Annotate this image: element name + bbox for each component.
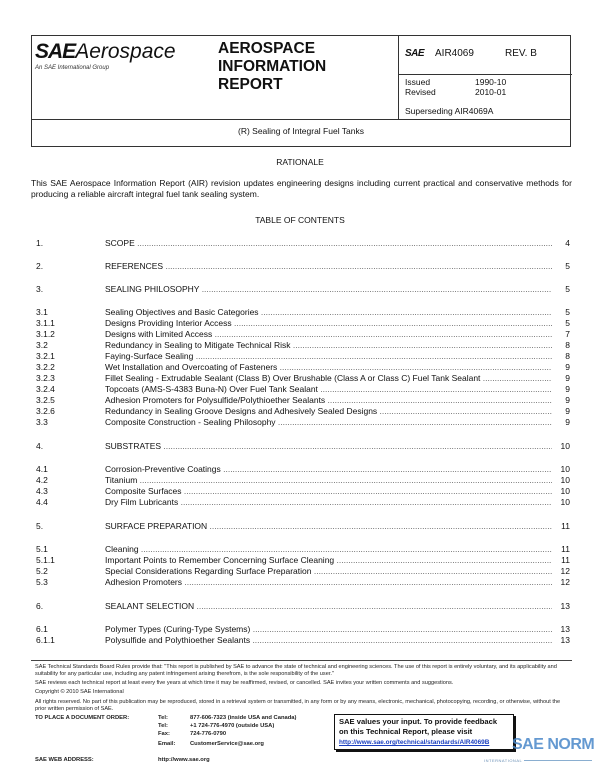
toc-entry[interactable] <box>31 340 572 350</box>
toc-page-number: 9 <box>565 384 570 394</box>
toc-section-title[interactable]: Composite Surfaces ..... <box>105 486 552 496</box>
toc-section-title[interactable]: Faying-Surface Sealing ..... <box>105 351 552 361</box>
toc-page-number: 12 <box>560 577 570 587</box>
toc-page-number: 12 <box>560 566 570 576</box>
toc-entry[interactable] <box>31 577 572 587</box>
toc-section-number: 4.4 <box>36 497 48 507</box>
contact-value-email[interactable]: CustomerService@sae.org <box>190 741 264 747</box>
toc-entry[interactable] <box>31 384 572 394</box>
toc-page-number: 5 <box>565 284 570 294</box>
header-top-row <box>32 36 570 120</box>
toc-section-number: 3.2.1 <box>36 351 55 361</box>
toc-entry[interactable] <box>31 261 572 271</box>
toc-entry[interactable] <box>31 406 572 416</box>
order-label: TO PLACE A DOCUMENT ORDER: <box>35 715 130 721</box>
toc-section-number: 6.1 <box>36 624 48 634</box>
toc-page-number: 9 <box>565 373 570 383</box>
logo-aerospace-text: Aerospace <box>75 40 176 63</box>
toc-section-number: 1. <box>36 238 44 248</box>
document-number-row <box>399 36 572 75</box>
toc-section-title[interactable]: Special Considerations Regarding Surface Preparation ..... <box>105 566 552 576</box>
footer-rights-text: All rights reserved. No part of this publication may be reproduced, stored in a retrieval system or transmitted, in any form or by any means, electronic, mechanical, photocopying, recording, or otherwise, without the prior written permission of SAE. <box>35 699 561 712</box>
toc-page-number: 5 <box>565 318 570 328</box>
toc-section-title[interactable]: Composite Construction - Sealing Philosophy ..... <box>105 417 552 427</box>
footer-divider <box>31 660 572 661</box>
toc-page-number: 5 <box>565 307 570 317</box>
toc-page-number: 9 <box>565 395 570 405</box>
toc-section-title[interactable]: Cleaning ..... <box>105 544 552 554</box>
toc-heading: TABLE OF CONTENTS <box>255 215 345 225</box>
logo-cell <box>32 36 217 119</box>
toc-section-number: 3.2.6 <box>36 406 55 416</box>
footer-copyright: Copyright © 2010 SAE International <box>35 689 124 695</box>
toc-page-number: 8 <box>565 340 570 350</box>
toc-page-number: 4 <box>565 238 570 248</box>
toc-page-number: 8 <box>565 351 570 361</box>
toc-section-title[interactable]: Designs Providing Interior Access ..... <box>105 318 552 328</box>
revised-date: 2010-01 <box>475 87 507 97</box>
toc-section-title[interactable]: Corrosion-Preventive Coatings ..... <box>105 464 552 474</box>
toc-section-title[interactable]: Wet Installation and Overcoating of Fasteners ..... <box>105 362 552 372</box>
toc-page-number: 13 <box>560 624 570 634</box>
toc-section-title[interactable]: REFERENCES ..... <box>105 261 552 271</box>
toc-entry[interactable] <box>31 318 572 328</box>
toc-page-number: 10 <box>560 497 570 507</box>
toc-entry[interactable] <box>31 566 572 576</box>
contact-value-tel-intl: +1 724-776-4970 (outside USA) <box>190 723 275 729</box>
toc-entry[interactable] <box>31 475 572 485</box>
logo-sae-text: SAE <box>35 40 76 63</box>
toc-section-number: 4.1 <box>36 464 48 474</box>
document-info-cell <box>398 36 572 119</box>
toc-page-number: 9 <box>565 417 570 427</box>
toc-section-title[interactable]: Sealing Objectives and Basic Categories ..... <box>105 307 552 317</box>
sae-aerospace-logo <box>35 40 176 64</box>
feedback-link[interactable]: http://www.sae.org/technical/standards/AIR4069B <box>339 739 490 746</box>
footer-review-text: SAE reviews each technical report at least every five years at which time it may be reaffirmed, revised, or cancelled. SAE invites your written comments and suggestions. <box>35 680 454 686</box>
toc-page-number: 11 <box>561 521 570 531</box>
logo-tagline: An SAE International Group <box>35 65 110 71</box>
toc-section-title[interactable]: Designs with Limited Access ..... <box>105 329 552 339</box>
contact-label-tel-intl: Tel: <box>158 723 168 729</box>
toc-section-number: 3. <box>36 284 44 294</box>
rationale-heading: RATIONALE <box>276 157 324 167</box>
report-type-title <box>218 40 326 94</box>
toc-page-number: 5 <box>565 261 570 271</box>
toc-section-title[interactable]: Redundancy in Sealing to Mitigate Technical Risk ..... <box>105 340 552 350</box>
toc-section-title[interactable]: Titanium ..... <box>105 475 552 485</box>
feedback-line-1: SAE values your input. To provide feedback <box>339 717 498 726</box>
sae-small-logo: SAE <box>405 48 425 59</box>
toc-entry[interactable] <box>31 284 572 294</box>
title-line-1: AEROSPACE <box>218 40 316 57</box>
toc-section-number: 3.2 <box>36 340 48 350</box>
toc-page-number: 13 <box>560 601 570 611</box>
toc-page-number: 9 <box>565 406 570 416</box>
toc-section-title[interactable]: Topcoats (AMS-S-4383 Buna-N) Over Fuel Tank Sealant ..... <box>105 384 552 394</box>
superseding-note: Superseding AIR4069A <box>405 106 494 116</box>
toc-section-title[interactable]: Adhesion Promoters for Polysulfide/Polythioether Sealants ..... <box>105 395 552 405</box>
feedback-line-2: on this Technical Report, please visit <box>339 727 473 736</box>
toc-section-title[interactable]: Redundancy in Sealing Groove Designs and Adhesively Sealed Designs ..... <box>105 406 552 416</box>
toc-section-title[interactable]: SCOPE ..... <box>105 238 552 248</box>
toc-section-number: 5.3 <box>36 577 48 587</box>
toc-entry[interactable] <box>31 635 572 645</box>
toc-section-title[interactable]: Dry Film Lubricants ..... <box>105 497 552 507</box>
toc-section-number: 3.2.3 <box>36 373 55 383</box>
toc-section-number: 3.2.2 <box>36 362 55 372</box>
toc-section-title[interactable]: SUBSTRATES ..... <box>105 441 552 451</box>
toc-section-title[interactable]: Fillet Sealing - Extrudable Sealant (Class B) Over Brushable (Class A or Class C) Fuel Tank Sealant ..... <box>105 373 552 383</box>
document-subtitle: (R) Sealing of Integral Fuel Tanks <box>238 126 364 136</box>
toc-entry[interactable] <box>31 464 572 474</box>
revision-label: REV. B <box>505 48 537 59</box>
toc-section-number: 5.2 <box>36 566 48 576</box>
toc-section-title[interactable]: SEALING PHILOSOPHY ..... <box>105 284 552 294</box>
contact-value-fax: 724-776-0790 <box>190 731 227 737</box>
toc-entry[interactable] <box>31 601 572 611</box>
toc-section-title[interactable]: SURFACE PREPARATION ..... <box>105 521 552 531</box>
document-header-box <box>31 35 571 147</box>
toc-page-number: 10 <box>560 441 570 451</box>
toc-entry[interactable] <box>31 497 572 507</box>
document-number: AIR4069 <box>435 48 474 59</box>
contact-value-tel: 877-606-7323 (inside USA and Canada) <box>190 715 297 721</box>
toc-section-number: 4.3 <box>36 486 48 496</box>
toc-entry[interactable] <box>31 351 572 361</box>
toc-section-number: 5.1 <box>36 544 48 554</box>
title-line-2: INFORMATION <box>218 58 327 75</box>
toc-section-number: 2. <box>36 261 44 271</box>
toc-section-number: 4.2 <box>36 475 48 485</box>
dates-block <box>405 77 506 97</box>
contact-label-email: Email: <box>158 741 176 747</box>
toc-page-number: 10 <box>560 475 570 485</box>
toc-section-number: 6.1.1 <box>36 635 55 645</box>
toc-page-number: 11 <box>561 555 570 565</box>
toc-page-number: 7 <box>565 329 570 339</box>
toc-section-number: 6. <box>36 601 44 611</box>
watermark-rule <box>524 760 592 761</box>
toc-section-number: 3.1.1 <box>36 318 55 328</box>
feedback-box <box>334 714 514 750</box>
toc-entry[interactable] <box>31 329 572 339</box>
toc-section-title[interactable]: Polymer Types (Curing-Type Systems) ..... <box>105 624 552 634</box>
toc-entry[interactable] <box>31 362 572 372</box>
contact-label-fax: Fax: <box>158 731 170 737</box>
issued-date: 1990-10 <box>475 77 507 87</box>
toc-page-number: 10 <box>560 486 570 496</box>
toc-entry[interactable] <box>31 307 572 317</box>
toc-section-number: 3.3 <box>36 417 48 427</box>
footer-rules-text: SAE Technical Standards Board Rules provide that: "This report is published by SAE to advance the state of technical and engineering sciences. The use of this report is entirely voluntary, and its applicability and suitability for any particular use, including any patent infringement arising therefrom, is the sole responsibility of the user." <box>35 664 557 677</box>
toc-entry[interactable] <box>31 544 572 554</box>
toc-section-title[interactable]: Adhesion Promoters ..... <box>105 577 552 587</box>
rationale-text: This SAE Aerospace Information Report (AIR) revision updates engineering designs including current practical and conservative methods for producing a reliable aircraft integral fuel tank sealing system. <box>31 178 572 199</box>
toc-section-title[interactable]: Polysulfide and Polythioether Sealants ..... <box>105 635 552 645</box>
toc-entry[interactable] <box>31 486 572 496</box>
toc-section-number: 3.1.2 <box>36 329 55 339</box>
toc-entry[interactable] <box>31 417 572 427</box>
toc-section-number: 3.2.4 <box>36 384 55 394</box>
toc-section-title[interactable]: Important Points to Remember Concerning Surface Cleaning ..... <box>105 555 552 565</box>
toc-entry[interactable] <box>31 238 572 248</box>
revised-label: Revised <box>405 87 436 97</box>
toc-section-number: 5. <box>36 521 44 531</box>
toc-section-number: 3.1 <box>36 307 48 317</box>
toc-entry[interactable] <box>31 521 572 531</box>
watermark-logo: SAE NORM <box>512 736 595 753</box>
toc-entry[interactable] <box>31 555 572 565</box>
toc-section-number: 3.2.5 <box>36 395 55 405</box>
toc-entry[interactable] <box>31 441 572 451</box>
toc-section-number: 4. <box>36 441 44 451</box>
toc-page-number: 9 <box>565 362 570 372</box>
web-address-link[interactable]: http://www.sae.org <box>158 757 210 763</box>
toc-page-number: 10 <box>560 464 570 474</box>
toc-section-number: 5.1.1 <box>36 555 55 565</box>
web-address-label: SAE WEB ADDRESS: <box>35 757 94 763</box>
watermark-subtext: INTERNATIONAL <box>484 758 523 763</box>
contact-label-tel: Tel: <box>158 715 168 721</box>
toc-page-number: 13 <box>560 635 570 645</box>
toc-entry[interactable] <box>31 624 572 634</box>
toc-page-number: 11 <box>561 544 570 554</box>
toc-entry[interactable] <box>31 395 572 405</box>
toc-section-title[interactable]: SEALANT SELECTION ..... <box>105 601 552 611</box>
toc-entry[interactable] <box>31 373 572 383</box>
title-line-3: REPORT <box>218 76 283 93</box>
issued-label: Issued <box>405 77 431 87</box>
